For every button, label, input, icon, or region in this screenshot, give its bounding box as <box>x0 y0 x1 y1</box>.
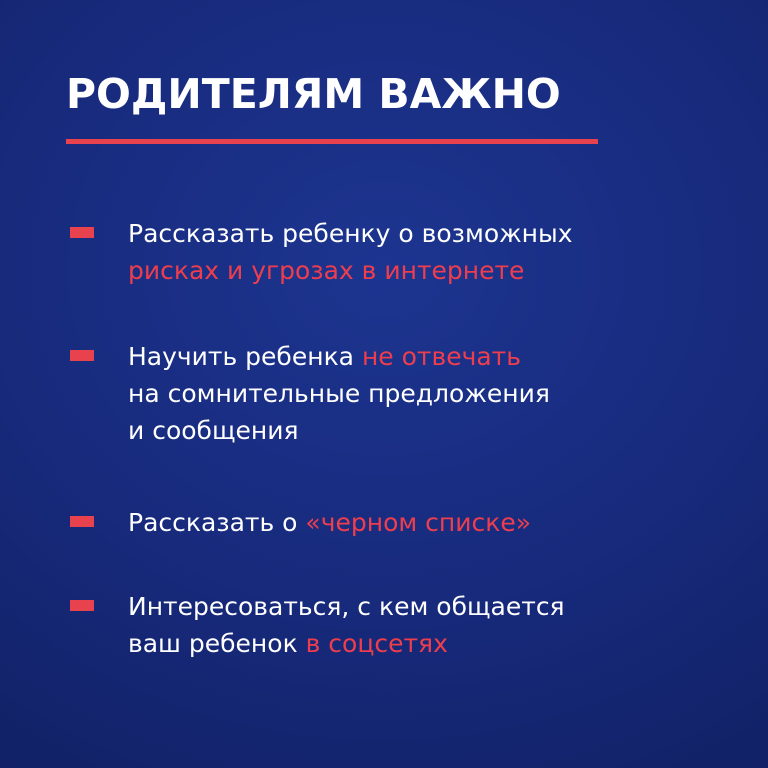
item-highlight: не отвечать <box>361 342 521 371</box>
item-highlight: «черном списке» <box>305 508 532 537</box>
item-highlight: рисках и угрозах в интернете <box>128 256 525 285</box>
item-line: на сомнительные предложения <box>128 379 550 408</box>
item-text <box>128 338 748 449</box>
bullet-dash-icon <box>70 600 94 611</box>
item-text <box>128 588 748 662</box>
item-line-text: Научить ребенка <box>128 342 362 371</box>
bullet-dash-icon <box>70 350 94 361</box>
bullet-dash-icon <box>70 227 94 238</box>
item-line-text: ваш ребенок <box>128 629 306 658</box>
item-text <box>128 215 748 289</box>
page-title: РОДИТЕЛЯМ ВАЖНО <box>66 70 561 118</box>
bullet-dash-icon <box>70 516 94 527</box>
item-line-text: Рассказать о <box>128 508 306 537</box>
item-line: Интересоваться, с кем общается <box>128 592 565 621</box>
item-highlight: в соцсетях <box>305 629 448 658</box>
item-line <box>128 625 748 662</box>
item-line: и сообщения <box>128 416 299 445</box>
item-line: Рассказать ребенку о возможных <box>128 219 573 248</box>
item-line <box>128 338 748 375</box>
item-line <box>128 504 748 541</box>
item-text <box>128 504 748 541</box>
